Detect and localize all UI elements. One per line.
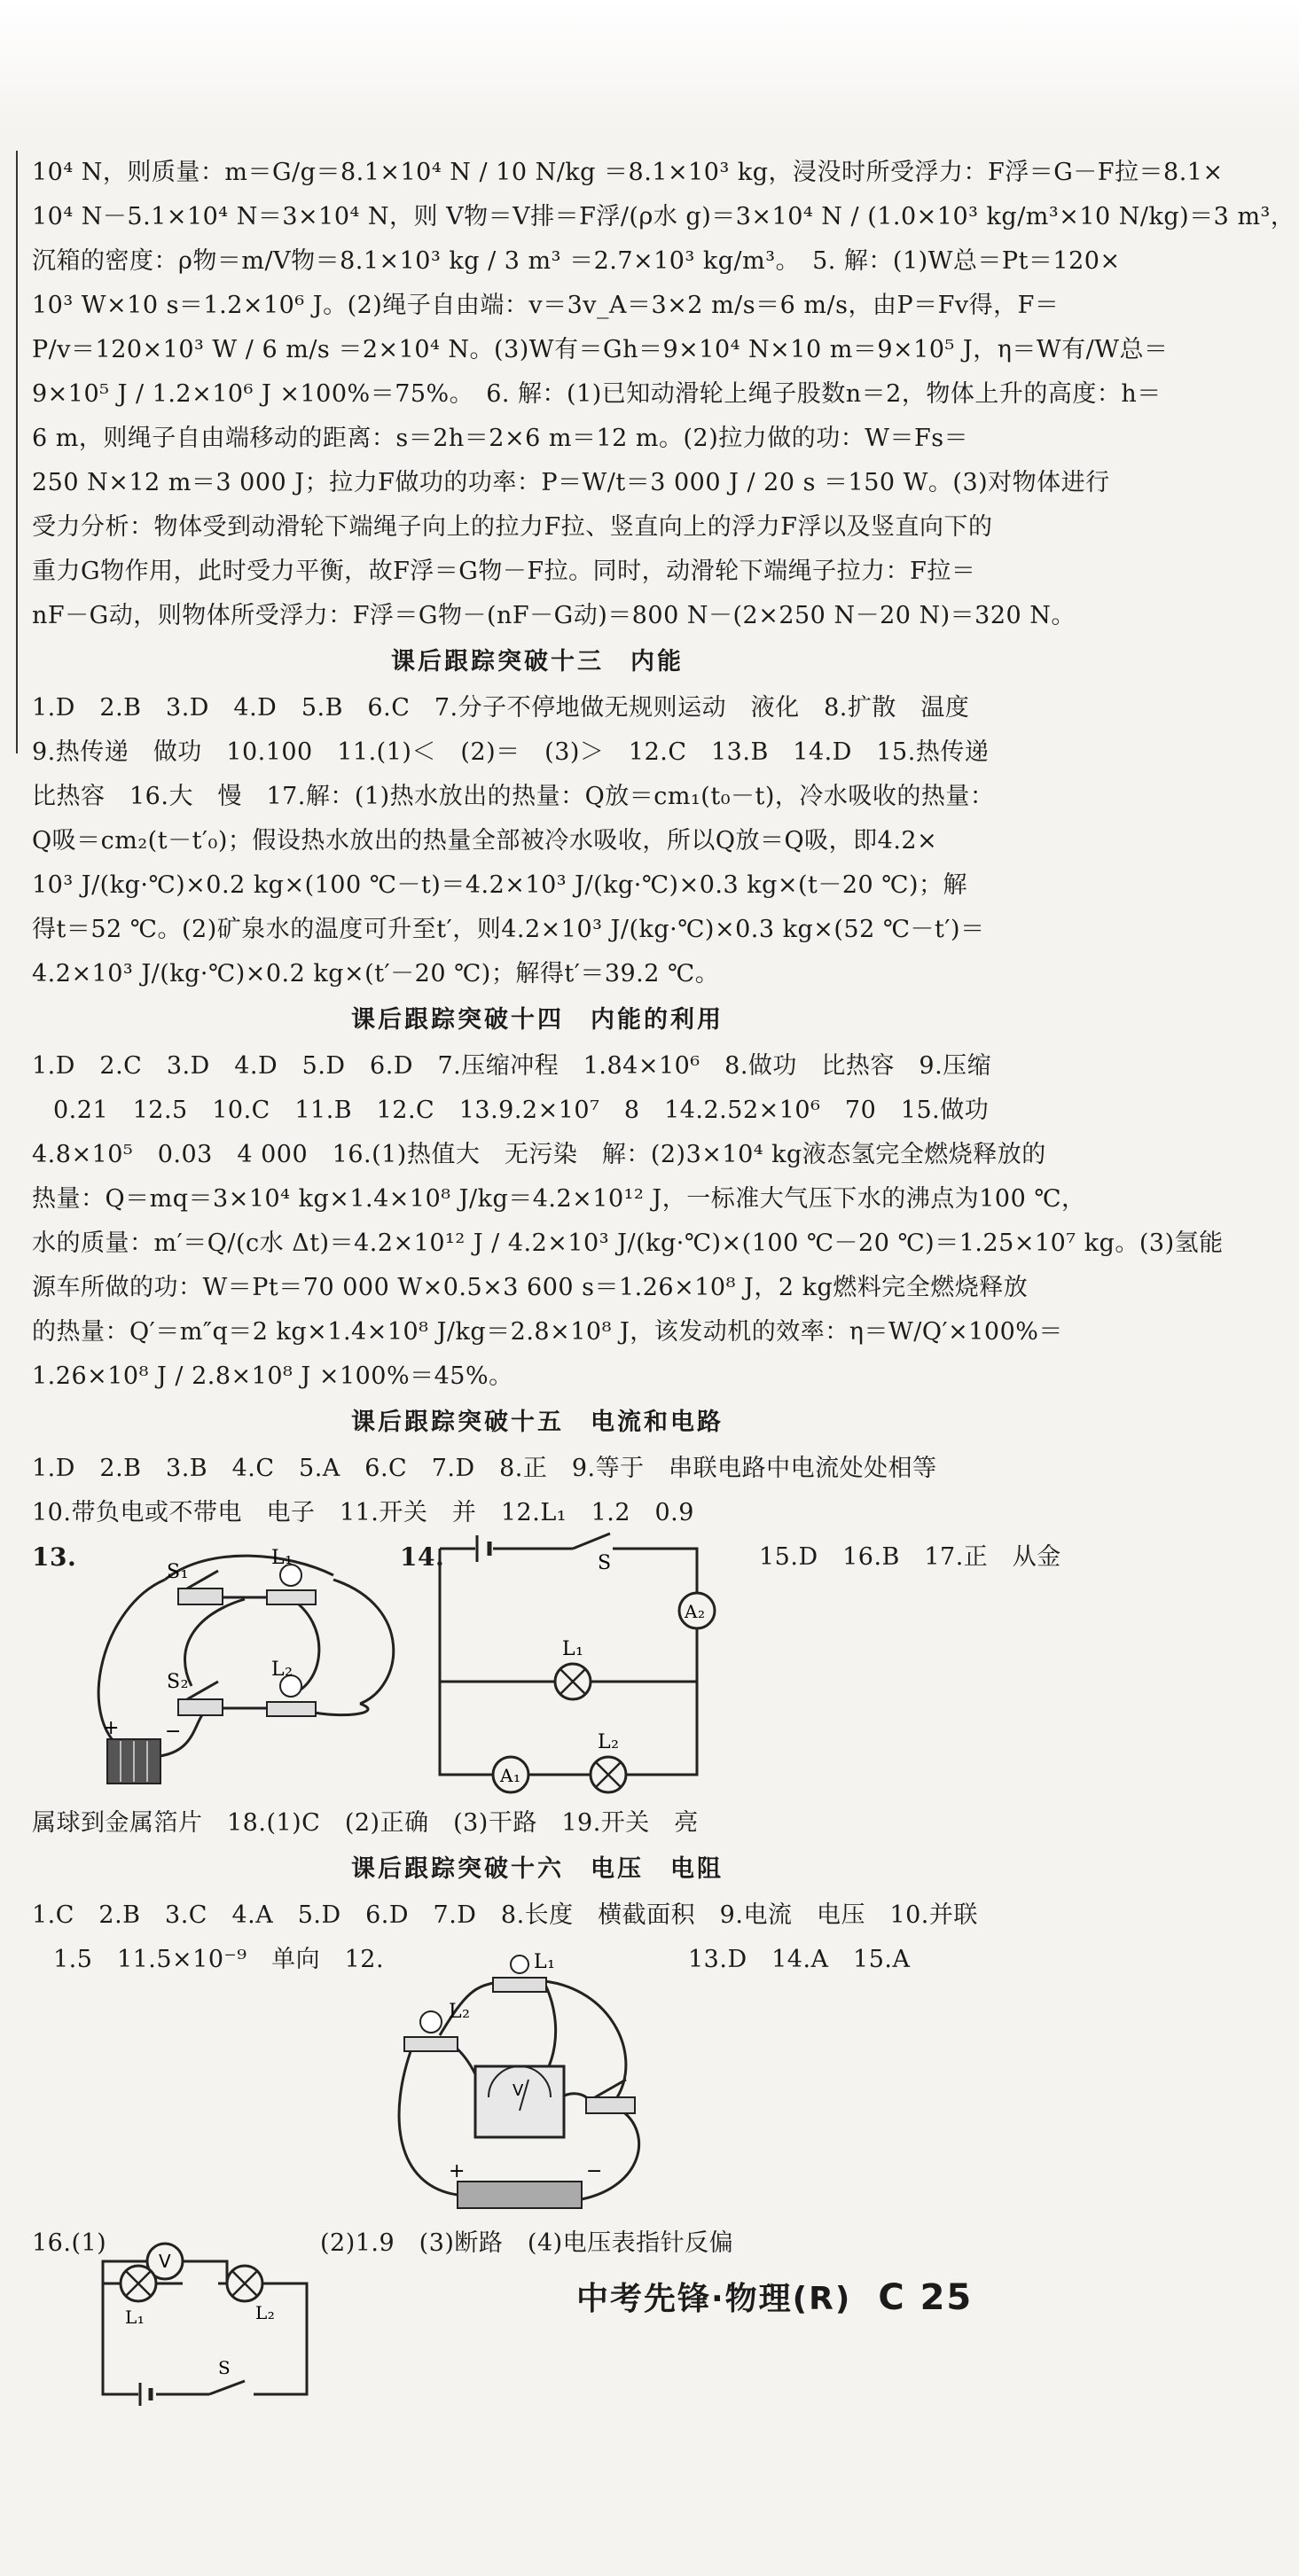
label-s1: S₁: [167, 1561, 189, 1583]
label-l1: L₁: [562, 1638, 584, 1660]
label-s: S: [598, 1552, 612, 1574]
section-14: [32, 998, 1224, 1399]
battery-holder: [458, 2182, 582, 2208]
circuit-12-physical-diagram: [378, 1951, 679, 2221]
text-line: 属球到金属箔片 18.(1)C (2)正确 (3)干路 19.开关 亮: [32, 1809, 699, 1837]
switch-s1-base: [178, 1589, 223, 1604]
switch-s1-lever: [187, 1571, 218, 1589]
text-line: 13.D 14.A 15.A: [688, 1946, 911, 1973]
section-heading: 课后跟踪突破十三 内能: [391, 648, 684, 675]
wire: [440, 1549, 493, 1775]
wire: [582, 2111, 639, 2199]
text-line: 9.热传递 做功 10.100 11.(1)＜ (2)＝ (3)＞ 12.C 13.B 14.D 15.热传递: [32, 738, 990, 766]
text-line: nF－G动，则物体所受浮力：F浮＝G物－(nF－G动)＝800 N－(2×250 N－20 N)＝320 N。: [32, 602, 1076, 629]
text-line: 1.D 2.B 3.D 4.D 5.B 6.C 7.分子不停地做无规则运动 液化 8.扩散 温度: [32, 694, 970, 722]
answer-content: [32, 151, 1295, 2416]
text-line: 6 m，则绳子自由端移动的距离：s＝2h＝2×6 m＝12 m。(2)拉力做的功：W＝Fs＝: [32, 425, 969, 452]
text-line: 源车所做的功：W＝Pt＝70 000 W×0.5×3 600 s＝1.26×10⁸ J，2 kg燃料完全燃烧释放: [32, 1274, 1029, 1301]
label-a2: A₂: [685, 1601, 706, 1622]
lamp-l1-bulb: [511, 1955, 528, 1973]
label-l2: L₂: [255, 2302, 276, 2323]
wire: [183, 2261, 227, 2283]
section-15: [32, 1401, 1061, 1846]
section-15-diagrams: [32, 1535, 1061, 1801]
text-line: 重力G物作用，此时受力平衡，故F浮＝G物－F拉。同时，动滑轮下端绳子拉力：F拉＝: [32, 558, 976, 585]
section-13: [32, 640, 1043, 996]
switch-s-blade: [209, 2381, 245, 2394]
label-minus: −: [165, 1721, 182, 1743]
section-heading: 课后跟踪突破十六 电压 电阻: [351, 1855, 724, 1883]
label-s2: S₂: [167, 1671, 189, 1693]
text-line: P/v＝120×10³ W / 6 m/s ＝2×10⁴ N。(3)W有＝Gh＝9×10⁴ N×10 m＝9×10⁵ J，η＝W有/W总＝: [32, 336, 1169, 363]
text-line: 4.2×10³ J/(kg·℃)×0.2 kg×(t′－20 ℃)；解得t′＝39.2 ℃。: [32, 960, 720, 987]
wire: [613, 1549, 697, 1593]
text-line: 15.D 16.B 17.正 从金: [759, 1543, 1061, 1571]
text-line: 4.8×10⁵ 0.03 4 000 16.(1)热值大 无污染 解：(2)3×10⁴ kg液态氢完全燃烧释放的: [32, 1141, 1046, 1168]
label-l1: L₁: [125, 2307, 145, 2328]
section-16-q12-row: [32, 1938, 1043, 2221]
text-line: 1.5 11.5×10⁻⁹ 单向 12.: [53, 1946, 385, 1973]
page-code: C 25: [878, 2277, 974, 2318]
section-16: [32, 1847, 1043, 2416]
label-l2: L₂: [449, 2001, 471, 2023]
text-line: 9×10⁵ J / 1.2×10⁶ J ×100%＝75%。 6. 解：(1)已知动滑轮上绳子股数n＝2，物体上升的高度：h＝: [32, 380, 1162, 408]
text-line: 10⁴ N－5.1×10⁴ N＝3×10⁴ N，则 V物＝V排＝F浮/(ρ水 g)＝3×10⁴ N / (1.0×10³ kg/m³×10 N/kg)＝3 m³，: [32, 203, 1295, 230]
label-minus: −: [586, 2160, 603, 2182]
text-line: 比热容 16.大 慢 17.解：(1)热水放出的热量：Q放＝cm₁(t₀－t)，冷水吸收的热量：: [32, 783, 995, 810]
wire: [333, 1580, 394, 1704]
label-a1: A₁: [500, 1765, 521, 1786]
text-line: 0.21 12.5 10.C 11.B 12.C 13.9.2×10⁷ 8 14.2.52×10⁶ 70 15.做功: [53, 1097, 990, 1124]
switch-base: [586, 2097, 635, 2113]
text-line: 1.26×10⁸ J / 2.8×10⁸ J ×100%＝45%。: [32, 1362, 513, 1390]
voltmeter-body: [475, 2066, 564, 2137]
text-line: 10.带负电或不带电 电子 11.开关 并 12.L₁ 1.2 0.9: [32, 1499, 694, 1526]
question-number: 14.: [400, 1542, 445, 1572]
text-line: 的热量：Q′＝m″q＝2 kg×1.4×10⁸ J/kg＝2.8×10⁸ J，该发动机的效率：η＝W/Q′×100%＝: [32, 1318, 1063, 1346]
label-plus: +: [103, 1717, 120, 1739]
wire: [254, 2283, 307, 2394]
text-line: 1.D 2.C 3.D 4.D 5.D 6.D 7.压缩冲程 1.84×10⁶ 8.做功 比热容 9.压缩: [32, 1052, 992, 1080]
text-line: 10⁴ N，则质量：m＝G/g＝8.1×10⁴ N / 10 N/kg ＝8.1×10³ kg，浸没时所受浮力：F浮＝G－F拉＝8.1×: [32, 159, 1224, 186]
lamp-l1-base: [493, 1978, 546, 1992]
text-line: 1.D 2.B 3.B 4.C 5.A 6.C 7.D 8.正 9.等于 串联电路中电流处处相等: [32, 1455, 937, 1482]
switch-s-blade: [573, 1534, 610, 1549]
question-number: 16.(1): [32, 2229, 107, 2257]
wire: [165, 1556, 333, 1580]
text-line: (2)1.9 (3)断路 (4)电压表指针反偏: [320, 2229, 734, 2257]
section-16-q16-row: [32, 2221, 1043, 2416]
wire: [626, 1628, 697, 1775]
text-line: 250 N×12 m＝3 000 J；拉力F做功的功率：P＝W/t＝3 000 J / 20 s ＝150 W。(3)对物体进行: [32, 469, 1110, 496]
previous-section-answers: [32, 151, 1295, 638]
page-footer: [576, 2274, 973, 2319]
book-title: 中考先锋·物理(R): [576, 2281, 852, 2317]
margin-rule: [16, 151, 18, 753]
label-l1: L₁: [271, 1547, 293, 1569]
label-v: V: [513, 2081, 524, 2100]
section-heading: 课后跟踪突破十五 电流和电路: [351, 1409, 724, 1436]
label-l2: L₂: [271, 1659, 293, 1681]
lamp-l2-base: [267, 1702, 316, 1716]
text-line: 10³ J/(kg·℃)×0.2 kg×(100 ℃－t)＝4.2×10³ J/(kg·℃)×0.3 kg×(t－20 ℃)；解: [32, 871, 968, 899]
label-l1: L₁: [534, 1951, 556, 1973]
text-line: 热量：Q＝mq＝3×10⁴ kg×1.4×10⁸ J/kg＝4.2×10¹² J，一标准大气压下水的沸点为100 ℃，: [32, 1185, 1086, 1213]
lamp-l2-base: [404, 2037, 458, 2051]
label-l2: L₂: [598, 1731, 620, 1753]
wire: [185, 1599, 246, 1686]
text-line: 沉箱的密度：ρ物＝m/V物＝8.1×10³ kg / 3 m³ ＝2.7×10³ kg/m³。 5. 解：(1)W总＝Pt＝120×: [32, 247, 1121, 275]
question-number: 13.: [32, 1542, 77, 1572]
text-line: 受力分析：物体受到动滑轮下端绳子向上的拉力F拉、竖直向上的浮力F浮以及竖直向下的: [32, 513, 993, 541]
lamp-l2-bulb: [420, 2011, 442, 2033]
text-line: 10³ W×10 s＝1.2×10⁶ J。(2)绳子自由端：v＝3v_A＝3×2 m/s＝6 m/s，由P＝Fv得，F＝: [32, 292, 1060, 319]
text-line: 得t＝52 ℃。(2)矿泉水的温度可升至t′，则4.2×10³ J/(kg·℃)×0.3 kg×(52 ℃－t′)＝: [32, 916, 985, 943]
text-line: Q吸＝cm₂(t－t′₀)；假设热水放出的热量全部被冷水吸收，所以Q放＝Q吸，即4.2×: [32, 827, 938, 855]
section-heading: 课后跟踪突破十四 内能的利用: [351, 1006, 724, 1034]
label-plus: +: [449, 2160, 466, 2182]
circuit-13-physical-diagram: [67, 1535, 422, 1792]
label-s: S: [218, 2357, 231, 2378]
text-line: 水的质量：m′＝Q/(c水 Δt)＝4.2×10¹² J / 4.2×10³ J/(kg·℃)×(100 ℃－20 ℃)＝1.25×10⁷ kg。(3)氢能: [32, 1229, 1224, 1257]
lamp-l1-base: [267, 1590, 316, 1604]
text-line: 1.C 2.B 3.C 4.A 5.D 6.D 7.D 8.长度 横截面积 9.电流 电压 10.并联: [32, 1901, 978, 1929]
circuit-16-schematic: [85, 2230, 325, 2408]
switch-s2-base: [178, 1699, 223, 1715]
label-v: V: [159, 2251, 172, 2272]
circuit-14-schematic: [422, 1535, 741, 1792]
